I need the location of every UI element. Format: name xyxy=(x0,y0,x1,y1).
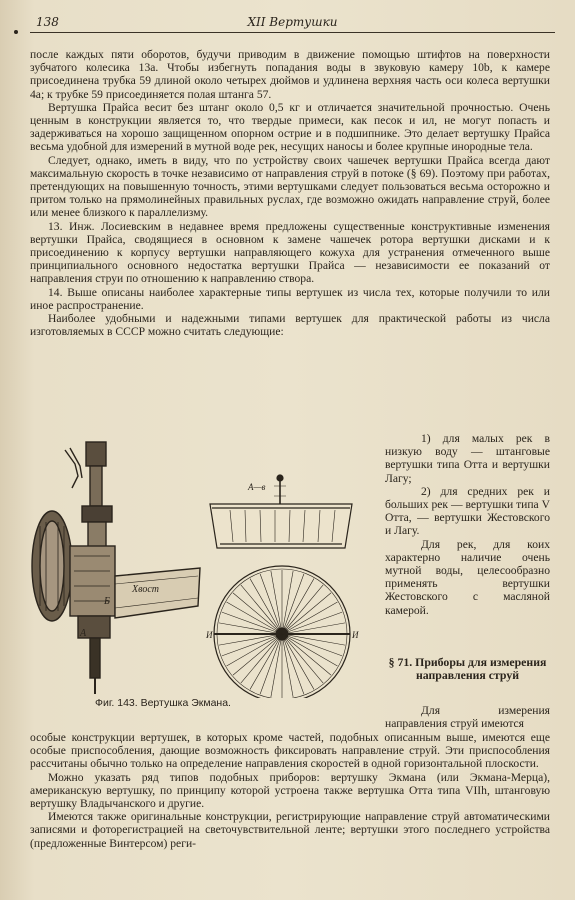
label-i-right: И xyxy=(352,630,359,640)
label-i-left: И xyxy=(206,630,213,640)
section-intro-continued: особые конструкции вертушек, в которых кроме частей, подобных описанным выше, имеются еще особые приспособления, дающие возможность фиксировать направление струй. Эти приспособления рассчитаны обычно только на определение направления скоростей в одной горизонтальной плоскости. xyxy=(30,731,550,771)
list-item: 2) для средних рек и больших рек — вертушки типа V Отта, — вертушки Жестовского и Лагу. xyxy=(385,484,550,538)
body-text-top xyxy=(30,48,550,338)
page-number: 138 xyxy=(36,15,59,29)
label-a-v: А—в xyxy=(248,482,266,492)
body-text-bottom xyxy=(30,731,550,850)
paragraph: Можно указать ряд типов подобных приборов: вертушку Экмана (или Экмана-Мерца), американскую вертушку, по принципу которой устроена также вертушка Отта типа VIIh, штанговую вертушку Владычанского и другие. xyxy=(30,770,550,811)
paragraph: Имеются также оригинальные конструкции, регистрирующие направление струй автоматическими записями и фоторегистрацией на светочувствительной ленте; вертушки этого последнего устройства (предложенные Винтерсом) реги- xyxy=(30,810,550,850)
paragraph: Следует, однако, иметь в виду, что по устройству своих чашечек вертушки Прайса всегда дают максимальную скорость в точке независимо от направления струй в потоке (§ 69). Поэтому при работах, претендующих на повышенную точность, этими вертушками следует пользоваться весьма осторожно и притом только на прямолинейных правильных руслах, где возможно ожидать направление струй, более или менее близкого к параллелизму. xyxy=(30,153,550,220)
tail-label: Хвост xyxy=(132,584,159,595)
label-a: А xyxy=(80,628,87,639)
list-item: Для рек, для коих характерно наличие очень мутной воды, целесообразно применять вертушки Жестовского с масляной камерой. xyxy=(385,537,550,617)
section-intro-start xyxy=(385,704,550,730)
meter-side-view xyxy=(32,442,200,694)
paragraph: Вертушка Прайса весит без штанг около 0,5 кг и отличается значительной прочностью. Очень ценным в конструкции является то, что твердые примеси, как песок и ил, не могут попасть и задерживаться на хорошо защищенном опорном острие и в подшипнике. Это делает вертушку Прайса весьма удобной для измерений в мутной воде рек, несущих наносы и более крупные инородные тела. xyxy=(30,100,550,154)
meter-cross-section xyxy=(210,475,352,548)
figure-illustration xyxy=(30,436,375,698)
chapter-title: XII Вертушки xyxy=(247,15,338,29)
running-header xyxy=(30,12,555,33)
side-column-list xyxy=(385,432,550,617)
ekman-meter-figure xyxy=(30,436,375,706)
label-b: Б xyxy=(104,596,110,607)
paragraph: после каждых пяти оборотов, будучи приводим в движение помощью штифтов на поверхности зубчатого колесика 13а. Чтобы избегнуть попадания воды в звуковую камеру 10b, к камере присоединена трубка 59 длиной около четырех дюймов и удлинена верхняя часть оси колеса вертушки 4а; к трубке 59 присоединяется полая штанга 57. xyxy=(30,48,550,101)
section-heading: § 71. Приборы для измерения направления струй xyxy=(388,655,547,683)
list-item: 1) для малых рек в низкую воду — штанговые вертушки типа Отта и вертушки Лагу; xyxy=(385,432,550,485)
paragraph: 13. Инж. Лосиевским в недавнее время предложены существенные конструктивные изменения вертушки Прайса, сводящиеся в основном к замене чашечек ротора вертушки дисками и к присоединению к корпусу вертушки направляющего кожуха для устранения отмеченного выше принципиального основного недостатка вертушки Прайса — независимости ее показаний от направления струи по отношению к направлению створа. xyxy=(30,219,550,286)
figure-caption: Фиг. 143. Вертушка Экмана. xyxy=(95,697,231,709)
paragraph: Наиболее удобными и надежными типами вертушек для практической работы из числа изготовляемых в СССР можно считать следующие: xyxy=(30,312,550,339)
section-intro: Для измерения направления струй имеются xyxy=(385,704,550,731)
paragraph: 14. Выше описаны наиболее характерные типы вертушек из числа тех, которые получили то или иное распространение. xyxy=(30,285,550,312)
meter-wheel-plan xyxy=(214,566,350,698)
page-mark xyxy=(14,30,18,34)
